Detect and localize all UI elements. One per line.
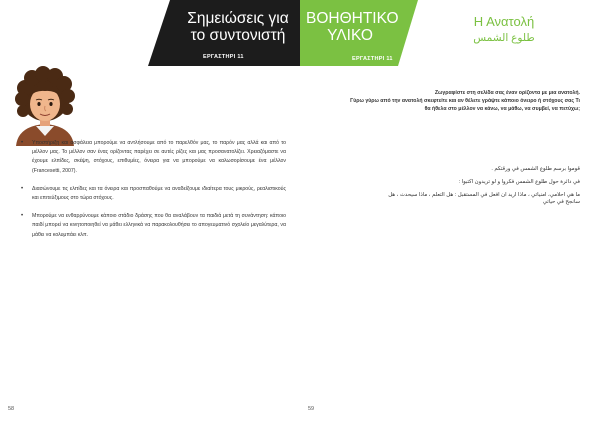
bullet-icon: • — [21, 140, 24, 146]
arabic-line: ما هي احلامي، امنياتي ، ماذا اريد ان افعل في المستقبل : هل التعلم ، ماذا سيحدث ، هل — [388, 191, 580, 198]
note-text: Υποστήριξη και ασφάλεια μπορούμε να αντλήσουμε από το παρελθόν μας, το παρόν μας αλλά και από το μέλλον μας. Το μέλλον σαν ένας ορίζοντας παρέχει σε αυτές ρίζες και μας προσανατολίζει. Χρειαζόμαστε να έχουμε ελπίδες, σκέψη, στόχους, επιθυμίες, όνειρα για να μπορούμε να καλωσορίσουμε ένα μέλλον (Francesetti, 2007). — [32, 140, 286, 174]
note-item — [14, 212, 286, 240]
page-number-left: 58 — [8, 406, 15, 412]
facilitator-avatar — [10, 66, 80, 146]
arabic-line: قوموا برسم طلوع الشمس في ورقتكم . — [491, 166, 580, 172]
note-item — [14, 139, 286, 176]
arabic-line: في دائرة حول طلوع الشمس فكروا و لو تريدون اكتبوا : — [458, 178, 580, 185]
left-header-subtitle: ΕΡΓΑΣΤΗΡΙ 11 — [203, 54, 244, 60]
note-text: Διασώνουμε τις ελπίδες και τα όνειρα και προσπαθούμε να αναδείξουμε ιδιαίτερα τους μικρούς, ρεαλιστικούς και επιτεύξιμους στο τώρα στόχους. — [32, 185, 286, 202]
facilitator-notes-list — [14, 139, 286, 249]
right-header-subtitle: ΕΡΓΑΣΤΗΡΙ 11 — [352, 56, 393, 62]
instruction-line: θα ήθελα στο μέλλον να κάνω, να μάθω, να συμβεί, να πετύχω; — [424, 106, 580, 113]
arabic-line: سانجح في حياتي — [542, 199, 580, 206]
instruction-line: Ζωγραφίστε στη σελίδα σας έναν ορίζοντα με μια ανατολή. — [434, 90, 580, 96]
instruction-line: Γύρω γύρω από την ανατολή σκεφτείτε και αν θέλετε γράψτε κάποιο όνειρο ή στόχους σας Τι — [350, 98, 580, 105]
right-header-title — [306, 10, 399, 44]
sunrise-title-arabic: طلوع الشمس — [473, 32, 535, 44]
note-item — [14, 185, 286, 203]
right-header-title-line2: ΥΛΙΚΟ — [327, 27, 373, 44]
note-text: Μπορούμε να ενθαρρύνουμε κάποιο στάδιο δράσης που θα αναλάβουν τα παιδιά μετά τη συνάντηση: κάποιο παιδί μπορεί να κινητοποιηθεί να μάθει ελληνικά να παρακολουθήσει το απογευματινό σχολείο μεγαλύτερα, να μάθει να κολυμπάει κλπ. — [32, 213, 286, 238]
left-header-title-line2: το συντονιστή — [190, 27, 286, 44]
sunrise-title-greek: Η Ανατολή — [473, 14, 535, 29]
bullet-icon: • — [21, 185, 24, 192]
left-header-title — [176, 10, 300, 44]
left-header-title-line1: Σημειώσεις για — [187, 10, 289, 27]
right-header-title-line1: ΒΟΗΘΗΤΙΚΟ — [306, 10, 399, 27]
activity-instructions-arabic — [320, 166, 580, 212]
activity-instructions-greek — [318, 89, 580, 114]
page-number-right: 59 — [308, 406, 315, 412]
bullet-icon: • — [21, 213, 24, 220]
